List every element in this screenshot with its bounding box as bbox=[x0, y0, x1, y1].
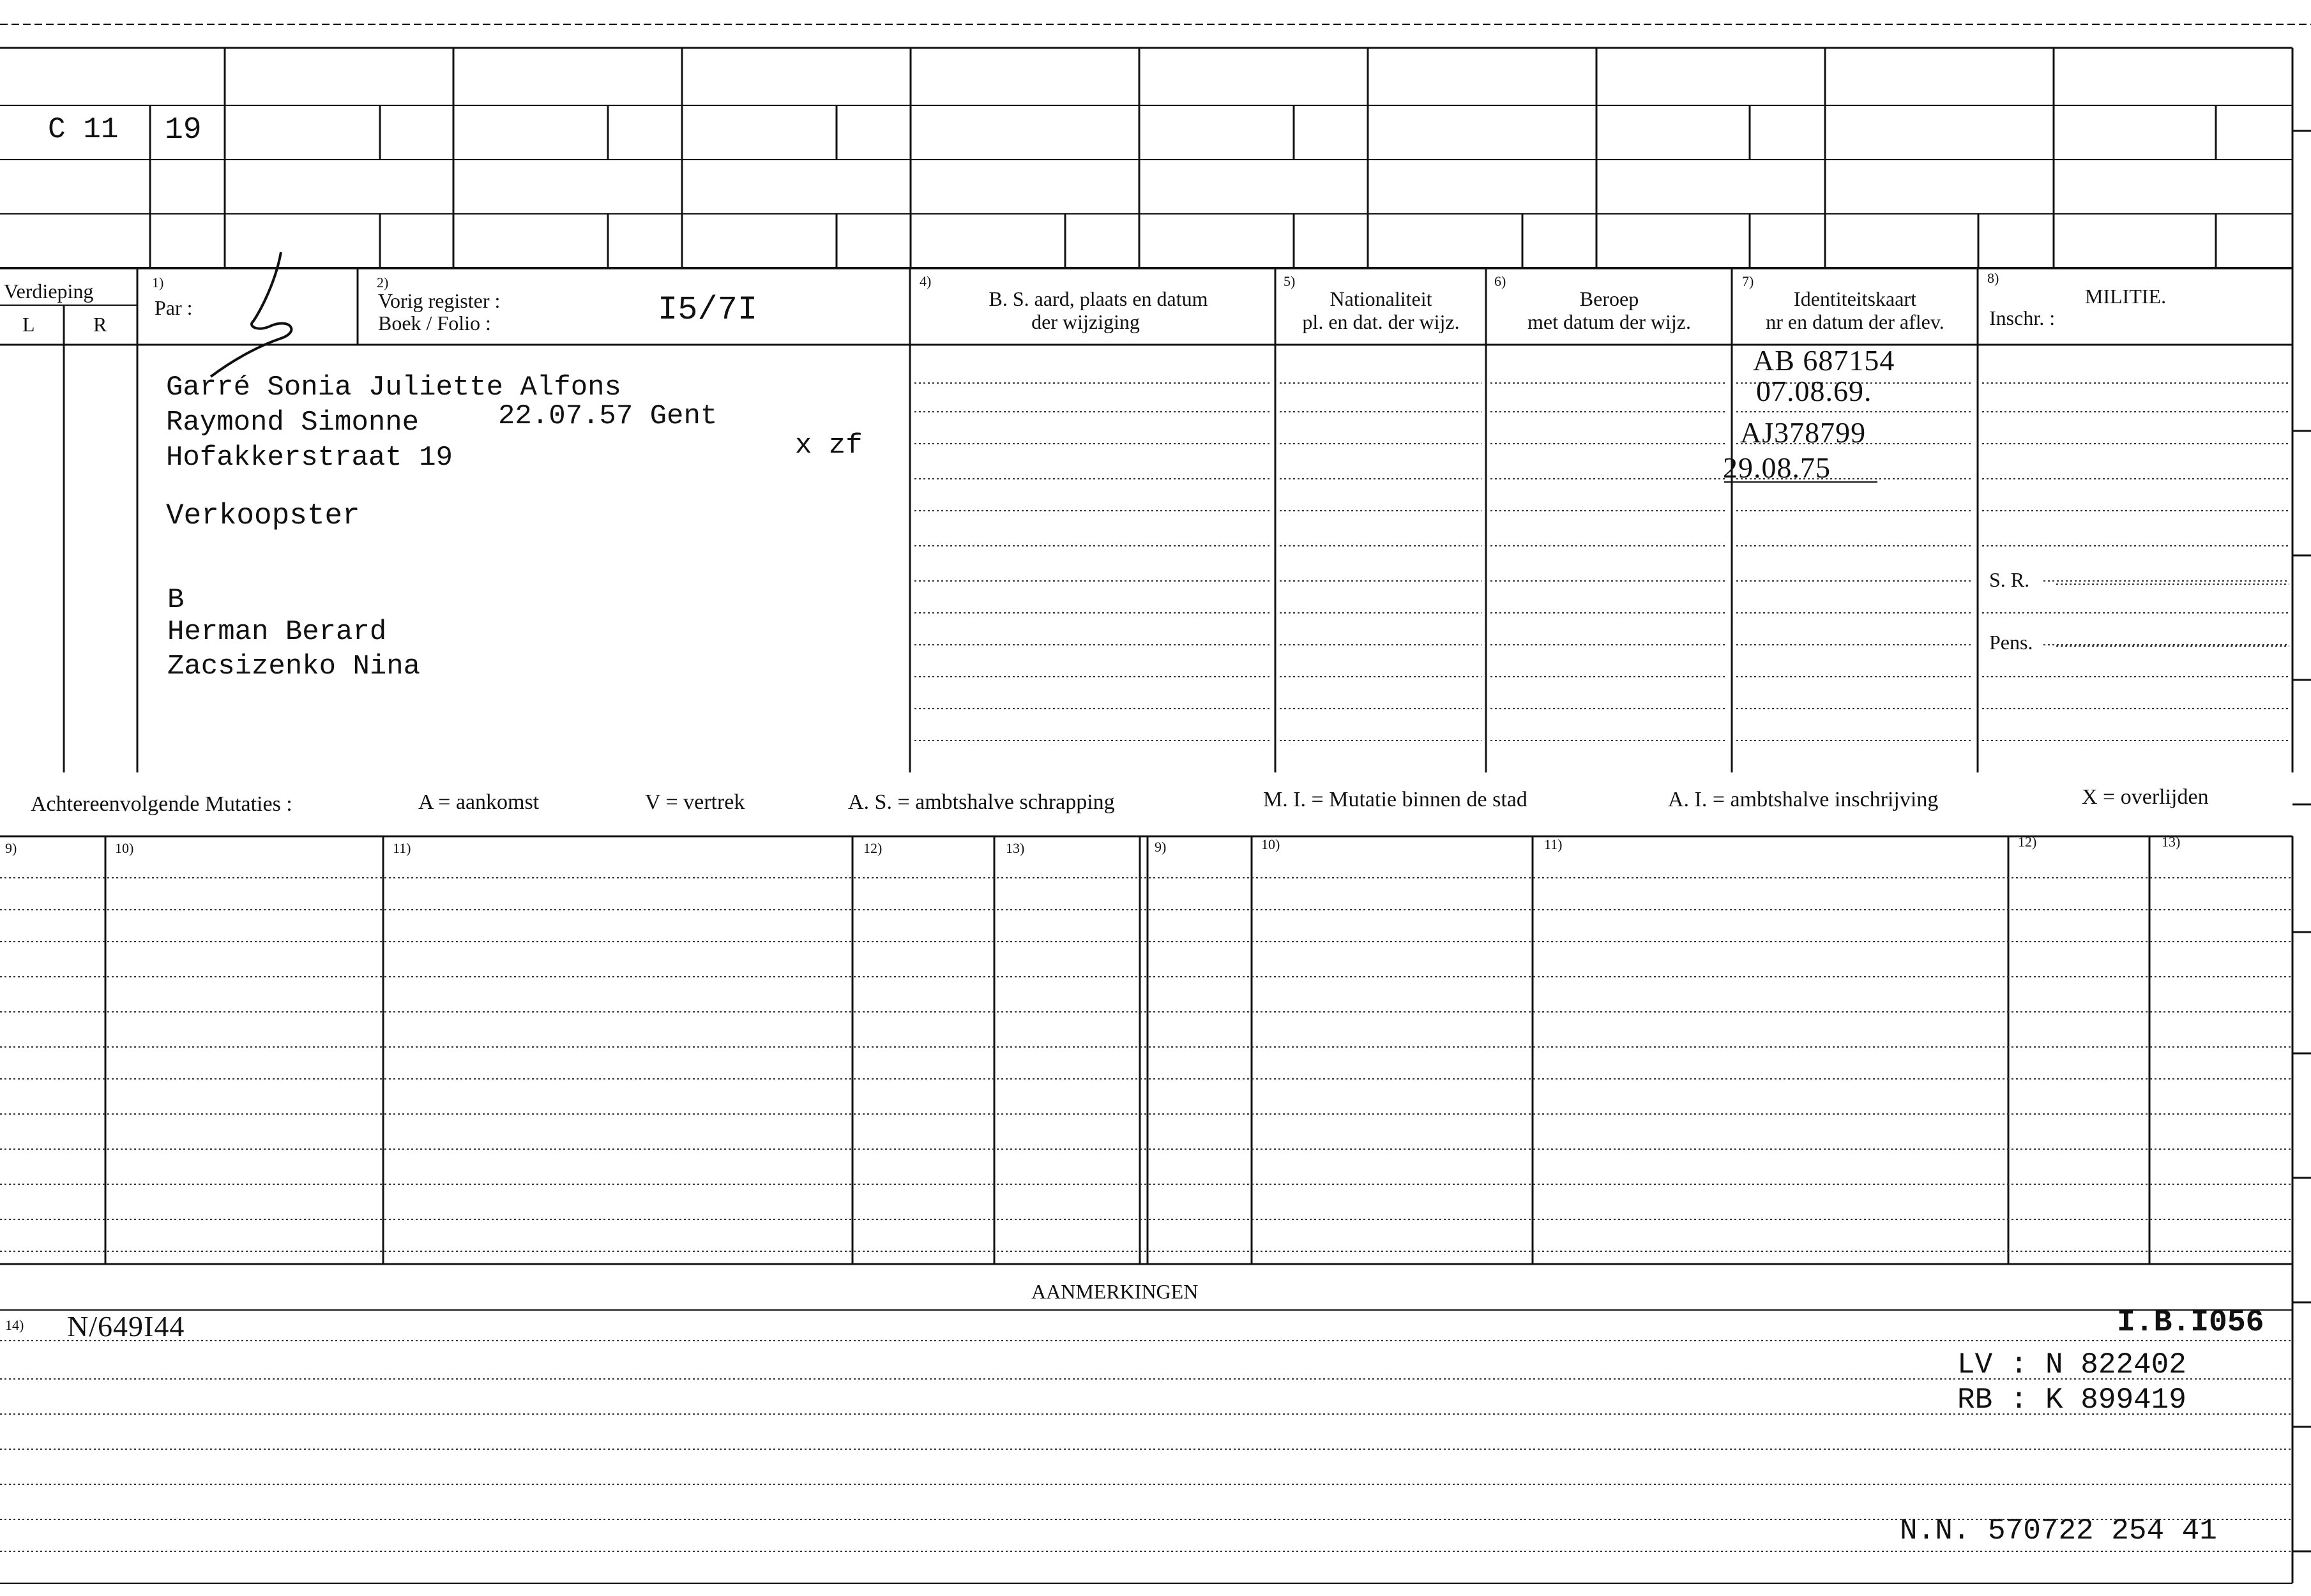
verdieping-right-label: R bbox=[93, 313, 107, 336]
verdieping-label: Verdieping bbox=[4, 280, 94, 303]
militie-label: MILITIE. bbox=[2085, 285, 2167, 308]
vorig-register-label: Vorig register : bbox=[378, 289, 501, 312]
id-card-2-date: 29.08.75 bbox=[1723, 451, 1831, 484]
sr-label: S. R. bbox=[1989, 568, 2030, 591]
person-marker: x zf bbox=[795, 430, 863, 462]
identiteitskaart-header-line2: nr en datum der aflev. bbox=[1766, 310, 1944, 333]
top-ref-number: 19 bbox=[165, 113, 202, 147]
boek-folio-label: Boek / Folio : bbox=[378, 312, 491, 335]
pens-label: Pens. bbox=[1989, 631, 2033, 654]
top-ref-code: C 11 bbox=[48, 113, 119, 146]
legend-ambtshalve-inschrijving: A. I. = ambtshalve inschrijving bbox=[1668, 788, 1939, 811]
mutation-col-13-right: 13) bbox=[2162, 834, 2181, 850]
mutation-col-9-left: 9) bbox=[5, 840, 17, 856]
remarks-nn: N.N. 570722 254 41 bbox=[1900, 1514, 2217, 1547]
col5-number: 5) bbox=[1284, 273, 1296, 289]
mutation-col-11-right: 11) bbox=[1544, 836, 1563, 852]
legend-ambtshalve-schrapping: A. S. = ambtshalve schrapping bbox=[848, 790, 1115, 814]
beroep-header-line1: Beroep bbox=[1579, 287, 1639, 310]
id-card-1-date: 07.08.69. bbox=[1756, 375, 1872, 407]
mutations-legend-title: Achtereenvolgende Mutaties : bbox=[31, 792, 292, 816]
mutation-col-9-right: 9) bbox=[1155, 839, 1167, 855]
id-card-2-number: AJ378799 bbox=[1740, 416, 1867, 449]
mutation-col-12-left: 12) bbox=[863, 840, 883, 856]
person-second-name: Raymond Simonne bbox=[166, 407, 420, 439]
col6-number: 6) bbox=[1494, 273, 1506, 289]
remarks-n-reference: N/649I44 bbox=[67, 1310, 185, 1343]
mutation-col-13-left: 13) bbox=[1006, 840, 1025, 856]
col2-number: 2) bbox=[377, 275, 389, 290]
person-address: Hofakkerstraat 19 bbox=[166, 442, 453, 474]
remarks-rb: RB : K 899419 bbox=[1957, 1383, 2186, 1417]
col1-number: 1) bbox=[152, 275, 164, 290]
person-birth: 22.07.57 Gent bbox=[498, 400, 718, 432]
legend-aankomst: A = aankomst bbox=[418, 790, 540, 814]
remarks-title: AANMERKINGEN bbox=[1031, 1280, 1199, 1303]
mutation-col-12-right: 12) bbox=[2018, 834, 2037, 850]
bs-header-line2: der wijziging bbox=[1031, 310, 1140, 333]
bs-header-line1: B. S. aard, plaats en datum bbox=[989, 287, 1208, 310]
person-occupation: Verkoopster bbox=[166, 499, 360, 532]
nationaliteit-header-line2: pl. en dat. der wijz. bbox=[1302, 310, 1460, 333]
legend-mutatie-binnen-stad: M. I. = Mutatie binnen de stad bbox=[1263, 788, 1527, 811]
person-partner2: Zacsizenko Nina bbox=[167, 651, 421, 682]
beroep-header-line2: met datum der wijz. bbox=[1527, 310, 1691, 333]
par-handwritten-mark bbox=[211, 252, 291, 377]
person-name: Garré Sonia Juliette Alfons bbox=[166, 372, 621, 403]
col8-number: 8) bbox=[1987, 270, 1999, 286]
legend-vertrek: V = vertrek bbox=[645, 790, 745, 814]
nationaliteit-header-line1: Nationaliteit bbox=[1330, 287, 1432, 310]
verdieping-left-label: L bbox=[22, 313, 35, 336]
mutation-col-11-left: 11) bbox=[393, 840, 411, 856]
person-partner1: Herman Berard bbox=[167, 616, 387, 648]
remarks-ib-reference: I.B.I056 bbox=[2117, 1306, 2264, 1340]
id-card-1-number: AB 687154 bbox=[1753, 344, 1895, 377]
inschr-label: Inschr. : bbox=[1989, 306, 2056, 329]
mutation-col-10-left: 10) bbox=[115, 840, 134, 856]
par-label: Par : bbox=[155, 296, 193, 319]
col4-number: 4) bbox=[920, 273, 932, 289]
remarks-lv: LV : N 822402 bbox=[1957, 1348, 2186, 1381]
remarks-number: 14) bbox=[5, 1317, 24, 1333]
vorig-register-value: I5/7I bbox=[658, 291, 758, 329]
col7-number: 7) bbox=[1742, 273, 1754, 289]
identiteitskaart-header-line1: Identiteitskaart bbox=[1794, 287, 1916, 310]
person-b-label: B bbox=[167, 584, 185, 616]
legend-overlijden: X = overlijden bbox=[2082, 785, 2209, 809]
mutation-col-10-right: 10) bbox=[1261, 836, 1280, 852]
